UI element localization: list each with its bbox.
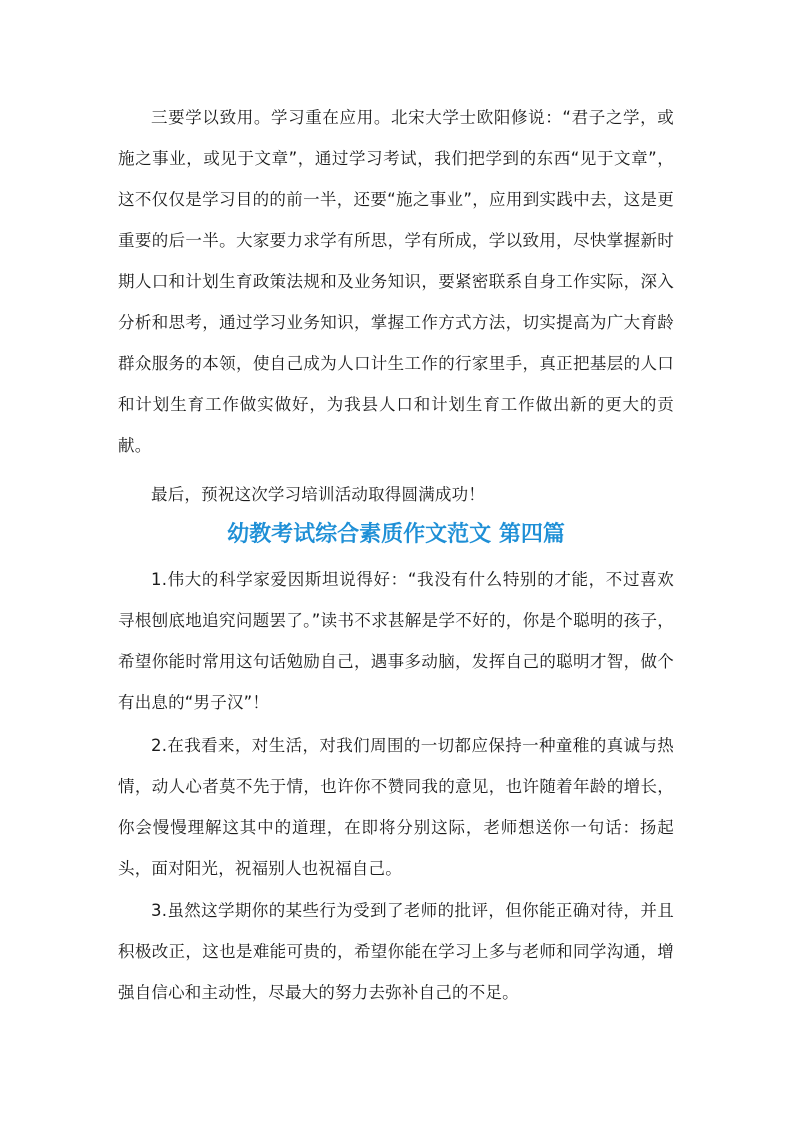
section-title: 幼教考试综合素质作文范文 第四篇: [227, 522, 565, 547]
essay-item-1: 1.伟大的科学家爱因斯坦说得好：“我没有什么特别的才能，不过喜欢寻根刨底地追究问题罢了。”读书不求甚解是学不好的，你是个聪明的孩子，希望你能时常用这句话勉励自己，遇事多动脑，发挥自己的聪明才智，做个有出息的“男子汉”！: [118, 570, 674, 712]
essay-item-3: 3.虽然这学期你的某些行为受到了老师的批评，但你能正确对待，并且积极改正，这也是难能可贵的，希望你能在学习上多与老师和同学沟通，增强自信心和主动性，尽最大的努力去弥补自己的不足。: [118, 901, 674, 1002]
paragraph-study-application: 三要学以致用。学习重在应用。北宋大学士欧阳修说：“君子之学，或施之事业，或见于文章”，通过学习考试，我们把学到的东西“见于文章”，这不仅仅是学习目的的前一半，还要“施之事业”，应用到实践中去，这是更重要的后一半。大家要力求学有所思，学有所成，学以致用，尽快掌握新时期人口和计划生育政策法规和及业务知识，要紧密联系自身工作实际，深入分析和思考，通过学习业务知识，掌握工作方式方法，切实提高为广大育龄群众服务的本领，使自己成为人口计生工作的行家里手，真正把基层的人口和计划生育工作做实做好，为我县人口和计划生育工作做出新的更大的贡献。: [118, 108, 674, 455]
essay-item-2: 2.在我看来，对生活，对我们周围的一切都应保持一种童稚的真诚与热情，动人心者莫不先于情，也许你不赞同我的意见，也许随着年龄的增长，你会慢慢理解这其中的道理，在即将分别这际，老师想送你一句话：扬起头，面对阳光，祝福别人也祝福自己。: [118, 736, 674, 878]
paragraph-closing-wish: 最后，预祝这次学习培训活动取得圆满成功！: [151, 485, 485, 504]
